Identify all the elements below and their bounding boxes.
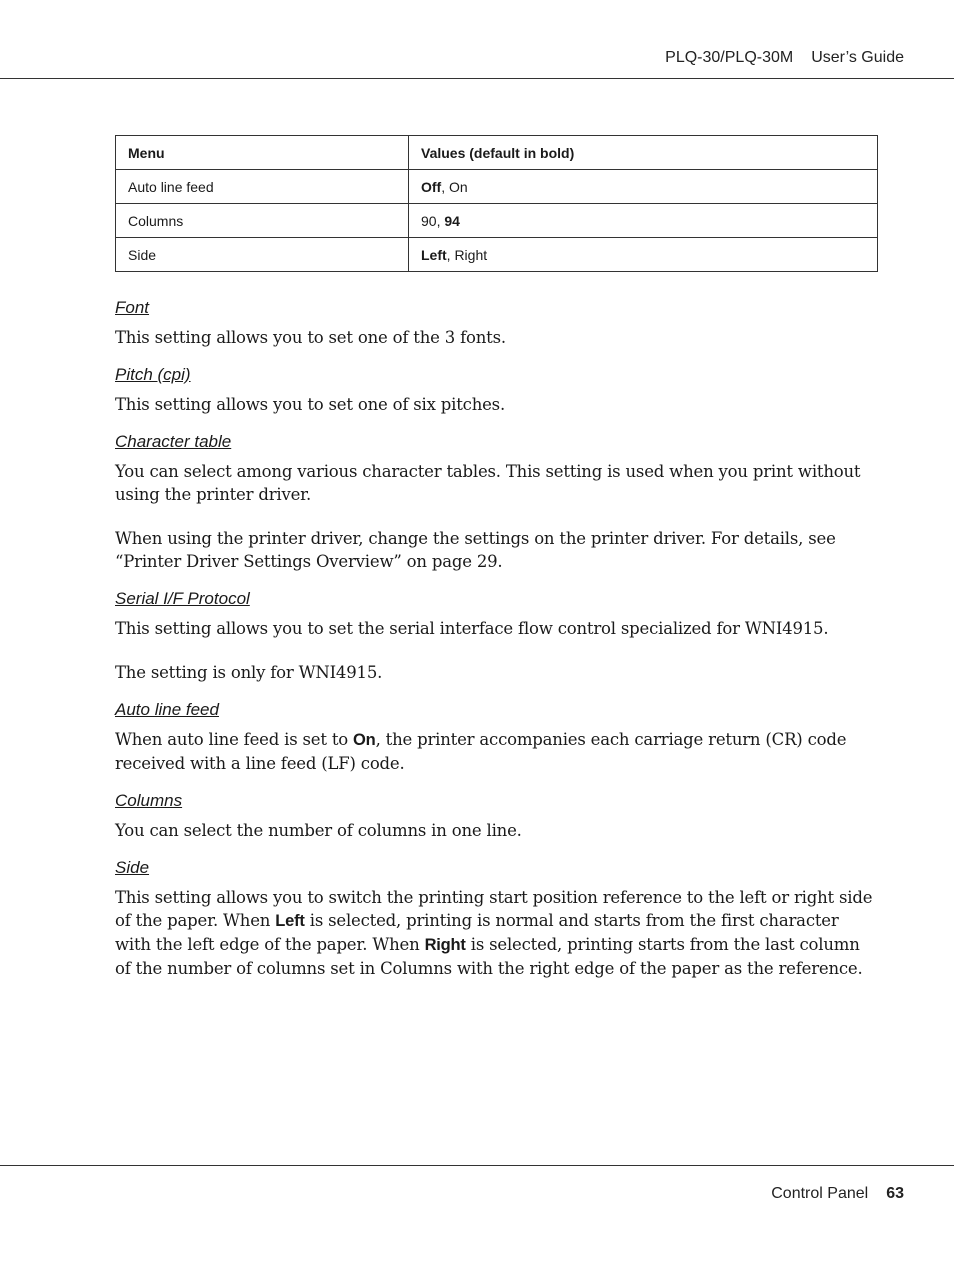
- default-value: Off: [421, 178, 442, 195]
- section-paragraph: You can select the number of columns in one line.: [115, 821, 522, 840]
- section-paragraph: When using the printer driver, change the settings on the printer driver. For details, see “Printer Driver Settings Overview” on page 29.: [115, 529, 836, 571]
- text-run: When auto line feed is set to: [115, 730, 354, 749]
- section-columns: [115, 789, 878, 842]
- bold-term: On: [353, 731, 376, 749]
- table-header-values: Values (default in bold): [409, 136, 878, 170]
- section-paragraph: This setting allows you to set one of six pitches.: [115, 395, 505, 414]
- table-cell-values: [409, 204, 878, 238]
- table-row: [116, 238, 878, 272]
- bold-term: Left: [275, 912, 305, 930]
- section-pitch: [115, 363, 878, 416]
- table-cell-menu: Auto line feed: [116, 170, 409, 204]
- table-header-menu: Menu: [116, 136, 409, 170]
- section-heading: Columns: [115, 791, 183, 810]
- section-paragraph: This setting allows you to set one of the 3 fonts.: [115, 328, 506, 347]
- section-paragraph: [115, 886, 878, 980]
- other-values: 90,: [421, 212, 445, 229]
- page-number: 63: [886, 1185, 904, 1202]
- page-footer: [771, 1185, 904, 1203]
- section-heading: Font: [115, 298, 150, 317]
- table-row: [116, 170, 878, 204]
- header-rule: [0, 78, 954, 79]
- table-cell-menu: Columns: [116, 204, 409, 238]
- table-cell-menu: Side: [116, 238, 409, 272]
- text-run: , the printer accompanies each carriage return (CR) code received with a line feed (LF) code.: [115, 730, 847, 773]
- section-heading: Auto line feed: [115, 700, 219, 719]
- other-values: , Right: [446, 246, 488, 263]
- section-heading: Pitch (cpi): [115, 365, 191, 384]
- default-value: 94: [444, 212, 460, 229]
- section-heading: Side: [115, 858, 150, 877]
- header-guide: User’s Guide: [811, 49, 904, 66]
- section-heading: Serial I/F Protocol: [115, 589, 250, 608]
- section-font: [115, 296, 878, 349]
- default-value: Left: [421, 246, 447, 263]
- section-side: [115, 856, 878, 980]
- other-values: , On: [441, 178, 468, 195]
- section-auto-line-feed: [115, 698, 878, 775]
- menu-values-table: [115, 135, 878, 272]
- section-character-table: [115, 430, 878, 573]
- section-paragraph: The setting is only for WNI4915.: [115, 663, 383, 682]
- table-cell-values: [409, 170, 878, 204]
- bold-term: Right: [424, 936, 466, 954]
- text-run: is selected, printing is normal and starts from the first character with the left edge of the paper. When: [115, 911, 839, 954]
- section-paragraph: This setting allows you to set the serial interface flow control specialized for WNI4915.: [115, 619, 829, 638]
- footer-rule: [0, 1165, 954, 1166]
- header-product: PLQ-30/PLQ-30M: [665, 49, 794, 66]
- section-heading: Character table: [115, 432, 232, 451]
- section-serial-protocol: [115, 587, 878, 684]
- table-row: [116, 204, 878, 238]
- page-content: [115, 296, 878, 980]
- table-header-row: [116, 136, 878, 170]
- section-paragraph: [115, 728, 878, 775]
- text-run: This setting allows you to switch the printing start position reference to the left or right side of the paper. When: [115, 888, 873, 930]
- table-cell-values: [409, 238, 878, 272]
- footer-section: Control Panel: [771, 1185, 869, 1202]
- section-paragraph: You can select among various character tables. This setting is used when you print without using the printer driver.: [115, 462, 861, 504]
- page-header: [665, 49, 904, 67]
- text-run: is selected, printing starts from the last column of the number of columns set in Columns with the right edge of the paper as the reference.: [115, 935, 863, 978]
